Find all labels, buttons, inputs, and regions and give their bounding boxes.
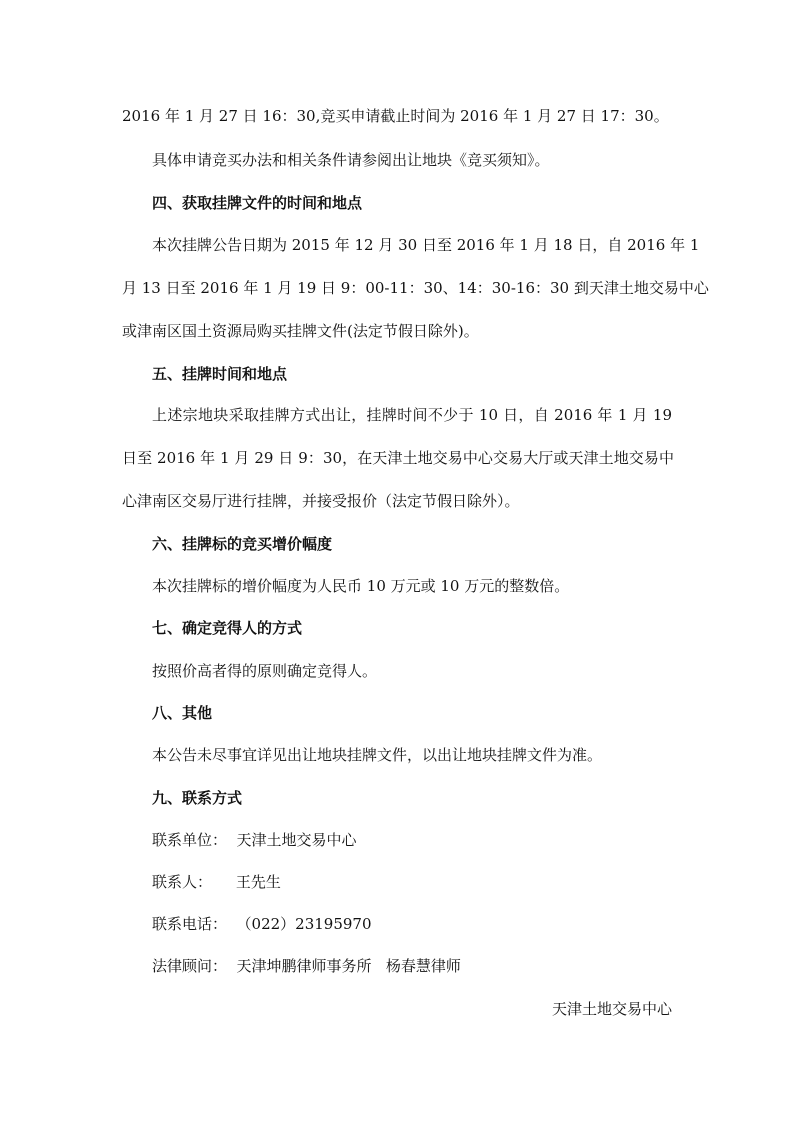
paragraph-continuation: 2016 年 1 月 27 日 16：30,竞买申请截止时间为 2016 年 1 月 27 日 17：30。	[122, 107, 669, 125]
section-heading-9: 九、联系方式	[152, 789, 243, 807]
paragraph-line: 或津南区国土资源局购买挂牌文件(法定节假日除外)。	[122, 322, 479, 340]
contact-phone: 联系电话： （022）23195970	[152, 915, 372, 933]
section-heading-7: 七、确定竞得人的方式	[152, 619, 303, 637]
paragraph-line: 心津南区交易厅进行挂牌，并接受报价（法定节假日除外）。	[122, 492, 520, 510]
paragraph-line: 上述宗地块采取挂牌方式出让，挂牌时间不少于 10 日，自 2016 年 1 月 19	[152, 406, 672, 424]
section-heading-5: 五、挂牌时间和地点	[152, 365, 288, 383]
paragraph-line: 月 13 日至 2016 年 1 月 19 日 9：00-11：30、14：30-16：30 到天津土地交易中心	[122, 279, 709, 297]
paragraph-line: 本公告未尽事宜详见出让地块挂牌文件，以出让地块挂牌文件为准。	[152, 746, 603, 764]
paragraph-line: 日至 2016 年 1 月 29 日 9：30，在天津土地交易中心交易大厅或天津土地交易中	[122, 449, 674, 467]
signature-organization: 天津土地交易中心	[551, 1000, 672, 1018]
paragraph-bidding-notice: 具体申请竞买办法和相关条件请参阅出让地块《竞买须知》。	[152, 151, 550, 169]
legal-advisor: 法律顾问： 天津坤鹏律师事务所 杨春慧律师	[152, 957, 461, 975]
contact-unit: 联系单位： 天津土地交易中心	[152, 831, 357, 849]
paragraph-line: 本次挂牌标的增价幅度为人民币 10 万元或 10 万元的整数倍。	[152, 577, 570, 595]
section-heading-8: 八、其他	[152, 704, 213, 722]
section-heading-4: 四、获取挂牌文件的时间和地点	[152, 194, 363, 212]
section-heading-6: 六、挂牌标的竞买增价幅度	[152, 535, 333, 553]
paragraph-line: 按照价高者得的原则确定竞得人。	[152, 662, 378, 680]
paragraph-line: 本次挂牌公告日期为 2015 年 12 月 30 日至 2016 年 1 月 18 日，自 2016 年 1	[152, 236, 700, 254]
contact-person: 联系人： 王先生	[152, 873, 281, 891]
